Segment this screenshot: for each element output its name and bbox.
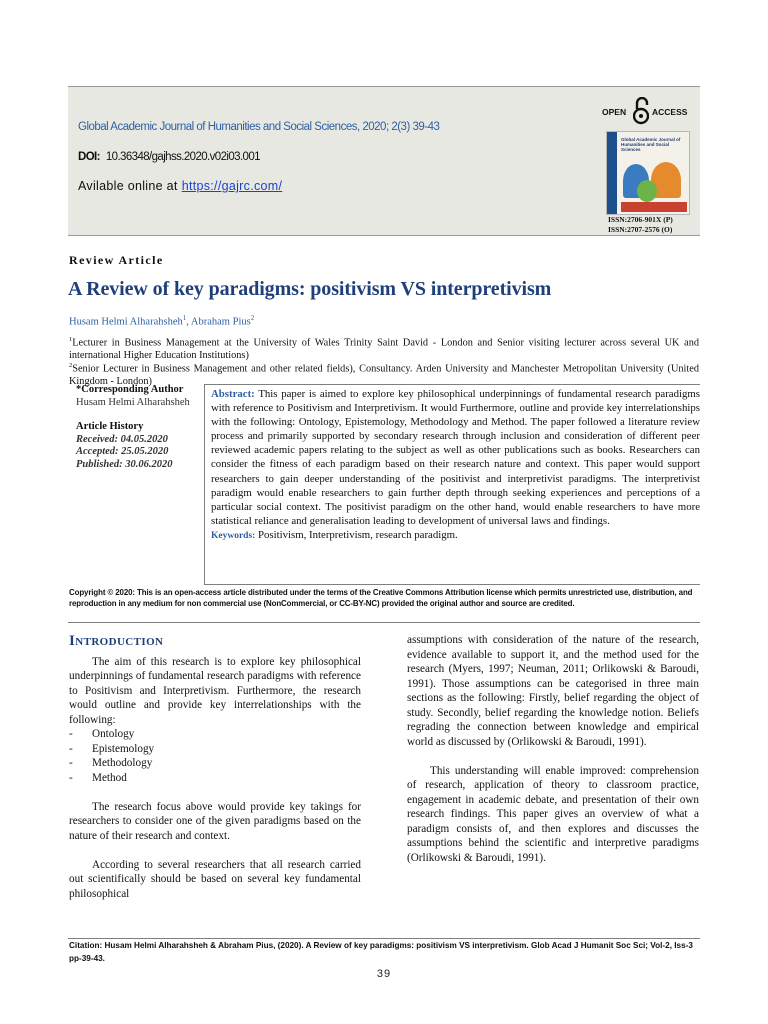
- body-paragraph: The aim of this research is to explore key philosophical underpinnings of fundamental research paradigms with reference to Positivism and Interpretivism. Furthermore, the research would outline and provide key interrelationships with the following:: [69, 655, 361, 726]
- page-number: 39: [376, 968, 392, 980]
- accepted-date: Accepted: 25.05.2020: [76, 446, 169, 457]
- list-item: [69, 727, 361, 742]
- abstract-label: Abstract:: [211, 388, 255, 400]
- open-lock-icon: [633, 97, 649, 125]
- section-divider: [68, 622, 700, 623]
- body-paragraph: According to several researchers that all research carried out scientifically should be based on several key fundamental philosophical: [69, 858, 361, 900]
- article-title: A Review of key paradigms: positivism VS interpretivism: [68, 278, 552, 300]
- journal-cover-thumbnail: [606, 131, 690, 215]
- list-dash: -: [69, 757, 73, 769]
- affiliation-text: Lecturer in Business Management at the University of Wales Trinity Saint David - London and Senior visiting lecturer across several UK and international Higher Education Institutions): [69, 337, 699, 361]
- journal-website-link[interactable]: https://gajrc.com/: [181, 179, 283, 193]
- keywords-text: Positivism, Interpretivism, research paradigm.: [258, 528, 458, 541]
- affiliation-1: [69, 334, 699, 362]
- journal-citation-line: Global Academic Journal of Humanities and Social Sciences, 2020; 2(3) 39-43: [78, 121, 440, 133]
- copyright-notice: Copyright © 2020: This is an open-access article distributed under the terms of the Creative Commons Attribution license which permits unrestricted use, distribution, and reproduction in any medium for non commercial use (NonCommercial, or CC-BY-NC) provided the original author and source are credited.: [69, 588, 693, 609]
- body-paragraph: This understanding will enable improved: comprehension of research, application of theory to classroom practice, engagement in academic debate, and presentation of their own research findings. This paper gives an overview of what a paradigm consists of, and then explores and discusses the assumptions behind the scientific and interpretive paradigms (Orlikowski & Baroudi, 1991).: [407, 764, 699, 864]
- affiliation-mark: 1: [69, 336, 73, 343]
- paradigm-list: [69, 727, 361, 785]
- body-paragraph: assumptions with consideration of the nature of the research, evidence available to support it, and the method used for the research (Myers, 1997; Neuman, 2011; Orlikowski & Baroudi, 1991). Those assumptions can be categorised in three main sections as the following: Firstly, belief regarding the object of study. Secondly, belief regarding the knowledge notion. Beliefs regrading the connection between knowledge and empirical world as discussed by (Orlikowski & Baroudi, 1991).: [407, 634, 699, 748]
- abstract: [211, 387, 700, 528]
- abstract-text: This paper is aimed to explore key philosophical underpinnings of fundamental research paradigms with reference to Positivism and Interpretivism. It would Furthermore, outline and provide key interrelationships with the following: Ontology, Epistemology, Methodology and Method. The paper followed a literature review process and primarily supported by secondary research through inclusion and consideration of different peer reviewed academic papers relating to the subject as well as other publications such as books. Researchers can consider the fitness of each paradigm based on their research nature and context. This paper would support researchers to gain deeper understanding of the positivist and interpretivist paradigms. The interpretivist paradigm would enable researchers to gain further depth through seeking experiences and perceptions of a particular social context. The positivist paradigm on the other hand, would enable researchers to have more statistical reliance and generalisation leading to development of universal laws and findings.: [211, 388, 700, 527]
- open-access-word-right: ACCESS: [652, 107, 688, 117]
- cover-art-shape: [637, 180, 657, 202]
- author-line: [69, 314, 254, 328]
- list-item: [69, 742, 361, 757]
- list-dash: -: [69, 771, 73, 784]
- doi-value[interactable]: 10.36348/gajhss.2020.v02i03.001: [105, 151, 260, 163]
- received-date: Received: 04.05.2020: [76, 433, 168, 445]
- body-column-left: [69, 634, 361, 901]
- cover-spine: [607, 132, 617, 215]
- author-name[interactable]: Husam Helmi Alharahsheh: [69, 316, 183, 328]
- affiliation-mark: 2: [69, 362, 73, 369]
- keywords: [211, 528, 700, 543]
- introduction-heading: Introduction: [69, 633, 164, 649]
- citation-footer: Citation: Husam Helmi Alharahsheh & Abraham Pius, (2020). A Review of key paradigms: positivism VS interpretivism. Glob Acad J Humanit Soc Sci; Vol-2, Iss-3 pp-39-43.: [69, 941, 693, 963]
- article-history-heading: Article History: [76, 421, 144, 432]
- list-dash: -: [69, 742, 73, 755]
- body-paragraph: The research focus above would provide key takings for researchers to consider one of the given paradigms based on the nature of their research and context.: [69, 800, 361, 842]
- body-column-right: [407, 633, 699, 865]
- author-separator: ,: [186, 316, 191, 328]
- cover-title: Global Academic Journal of Humanities and Social Sciences: [621, 137, 681, 152]
- affiliation-text: Senior Lecturer in Business Management and other related fields), Consultancy. Arden University and Manchester Metropolitan University (United Kingdom - London): [69, 363, 699, 387]
- author-affiliation-mark: 2: [250, 314, 255, 322]
- issn-print: ISSN:2706-901X (P): [608, 215, 673, 224]
- list-item: [69, 756, 361, 771]
- doi-label: DOI:: [78, 151, 100, 163]
- cover-art-shape: [621, 202, 687, 212]
- list-dash: -: [69, 728, 73, 740]
- article-info-sidebar: [68, 384, 204, 471]
- list-item: [69, 771, 361, 786]
- list-item-label: Epistemology: [92, 742, 155, 755]
- open-access-logo: [602, 97, 696, 127]
- keywords-label: Keywords:: [211, 530, 256, 541]
- author-affiliation-mark: 1: [182, 314, 187, 322]
- list-item-label: Method: [92, 771, 127, 784]
- list-item-label: Ontology: [92, 728, 135, 740]
- journal-header: [68, 86, 700, 236]
- footer-divider: [68, 938, 700, 939]
- issn-online: ISSN:2707-2576 (O): [608, 225, 673, 234]
- corresponding-author-heading: *Corresponding Author: [76, 384, 184, 395]
- article-type-label: Review Article: [69, 253, 164, 267]
- abstract-box: [204, 384, 700, 585]
- author-name[interactable]: Abraham Pius: [190, 316, 251, 328]
- open-access-word-left: OPEN: [602, 107, 627, 117]
- corresponding-author-name: Husam Helmi Alharahsheh: [76, 396, 190, 408]
- online-label: Avilable online at: [78, 179, 178, 193]
- online-availability: [78, 179, 282, 193]
- published-date: Published: 30.06.2020: [76, 458, 173, 470]
- doi-line: [78, 151, 260, 163]
- list-item-label: Methodology: [92, 757, 153, 769]
